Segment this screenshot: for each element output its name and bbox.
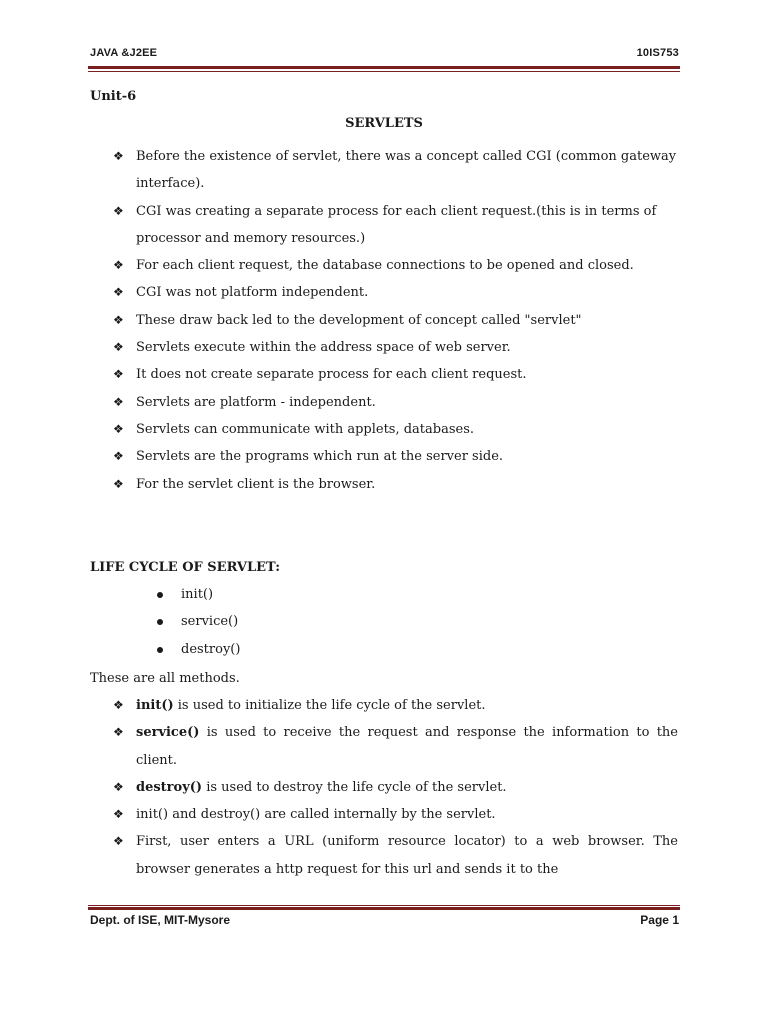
list-item xyxy=(113,279,678,306)
list-item xyxy=(113,361,678,388)
diamond-bullet-icon: ❖ xyxy=(113,258,124,273)
method-description: is used to destroy the life cycle of the servlet. xyxy=(202,779,507,795)
method-name: init() xyxy=(181,587,214,602)
list-item xyxy=(113,416,678,443)
method-term: destroy() xyxy=(136,779,203,795)
diamond-bullet-icon: ❖ xyxy=(113,203,124,218)
footer-department: Dept. of ISE, MIT-Mysore xyxy=(90,913,231,927)
diamond-bullet-icon: ❖ xyxy=(113,834,124,849)
method-detail-list xyxy=(113,692,678,883)
list-item xyxy=(113,801,678,828)
header-course: JAVA &J2EE xyxy=(90,47,158,59)
diamond-bullet-icon: ❖ xyxy=(113,807,124,822)
list-item-text: For each client request, the database connections to be opened and closed. xyxy=(136,258,634,274)
list-item xyxy=(113,828,678,883)
method-description: is used to receive the request and response the information to the client. xyxy=(136,725,678,768)
header-rule-thin xyxy=(88,71,680,72)
page-title: SERVLETS xyxy=(345,116,423,131)
list-item-text: Servlets execute within the address space of web server. xyxy=(136,340,511,356)
header-rule-thick xyxy=(88,66,680,69)
unit-heading: Unit-6 xyxy=(90,89,137,104)
list-item xyxy=(157,581,240,608)
list-item-text: It does not create separate process for each client request. xyxy=(136,367,527,383)
list-item-text: These draw back led to the development of concept called "servlet" xyxy=(136,312,582,328)
list-item-text: Before the existence of servlet, there was a concept called CGI (common gateway interface). xyxy=(136,149,677,192)
diamond-bullet-icon: ❖ xyxy=(113,340,124,355)
diamond-bullet-icon: ❖ xyxy=(113,779,124,794)
diamond-bullet-icon: ❖ xyxy=(113,421,124,436)
list-item xyxy=(113,334,678,361)
list-item-text: For the servlet client is the browser. xyxy=(136,476,376,492)
diamond-bullet-icon: ❖ xyxy=(113,312,124,327)
method-term: init() xyxy=(136,698,174,713)
diamond-bullet-icon: ❖ xyxy=(113,394,124,409)
diamond-bullet-icon: ❖ xyxy=(113,698,124,712)
list-item-text: Servlets are platform - independent. xyxy=(136,394,376,410)
method-name: service() xyxy=(181,614,239,630)
list-item xyxy=(113,307,678,334)
method-description: is used to initialize the life cycle of the servlet. xyxy=(173,698,486,713)
list-item-text: Servlets can communicate with applets, databases. xyxy=(136,421,475,437)
methods-note: These are all methods. xyxy=(90,671,240,686)
list-item-text: CGI was creating a separate process for each client request.(this is in terms of processor and memory resources.) xyxy=(136,203,657,246)
page-footer xyxy=(90,913,679,927)
list-item xyxy=(157,608,240,635)
list-item-text: Servlets are the programs which run at the server side. xyxy=(136,449,504,465)
methods-list xyxy=(157,581,240,663)
list-item xyxy=(113,389,678,416)
intro-bullet-list xyxy=(113,143,678,498)
list-item xyxy=(157,636,240,663)
footer-rule-thin xyxy=(88,905,680,906)
list-item-text: CGI was not platform independent. xyxy=(136,285,369,301)
lifecycle-heading: LIFE CYCLE OF SERVLET: xyxy=(90,560,281,575)
footer-rule-thick xyxy=(88,907,680,910)
method-term: service() xyxy=(136,725,200,741)
list-item xyxy=(113,198,678,253)
list-item xyxy=(113,471,678,498)
list-item xyxy=(113,443,678,470)
page-number: Page 1 xyxy=(640,913,679,927)
method-description: init() and destroy() are called internally by the servlet. xyxy=(136,807,496,823)
diamond-bullet-icon: ❖ xyxy=(113,285,124,300)
diamond-bullet-icon: ❖ xyxy=(113,149,124,163)
dot-bullet-icon xyxy=(157,647,163,653)
diamond-bullet-icon: ❖ xyxy=(113,367,124,382)
diamond-bullet-icon: ❖ xyxy=(113,476,124,491)
page-header xyxy=(90,47,679,59)
list-item xyxy=(113,692,678,719)
header-code: 10IS753 xyxy=(636,47,679,59)
list-item xyxy=(113,719,678,774)
method-name: destroy() xyxy=(181,641,241,657)
list-item xyxy=(113,252,678,279)
diamond-bullet-icon: ❖ xyxy=(113,725,124,740)
dot-bullet-icon xyxy=(157,619,163,625)
dot-bullet-icon xyxy=(157,592,163,598)
method-description: First, user enters a URL (uniform resource locator) to a web browser. The browser generates a http request for this url and sends it to the xyxy=(136,834,678,877)
diamond-bullet-icon: ❖ xyxy=(113,449,124,464)
list-item xyxy=(113,774,678,801)
list-item xyxy=(113,143,678,198)
